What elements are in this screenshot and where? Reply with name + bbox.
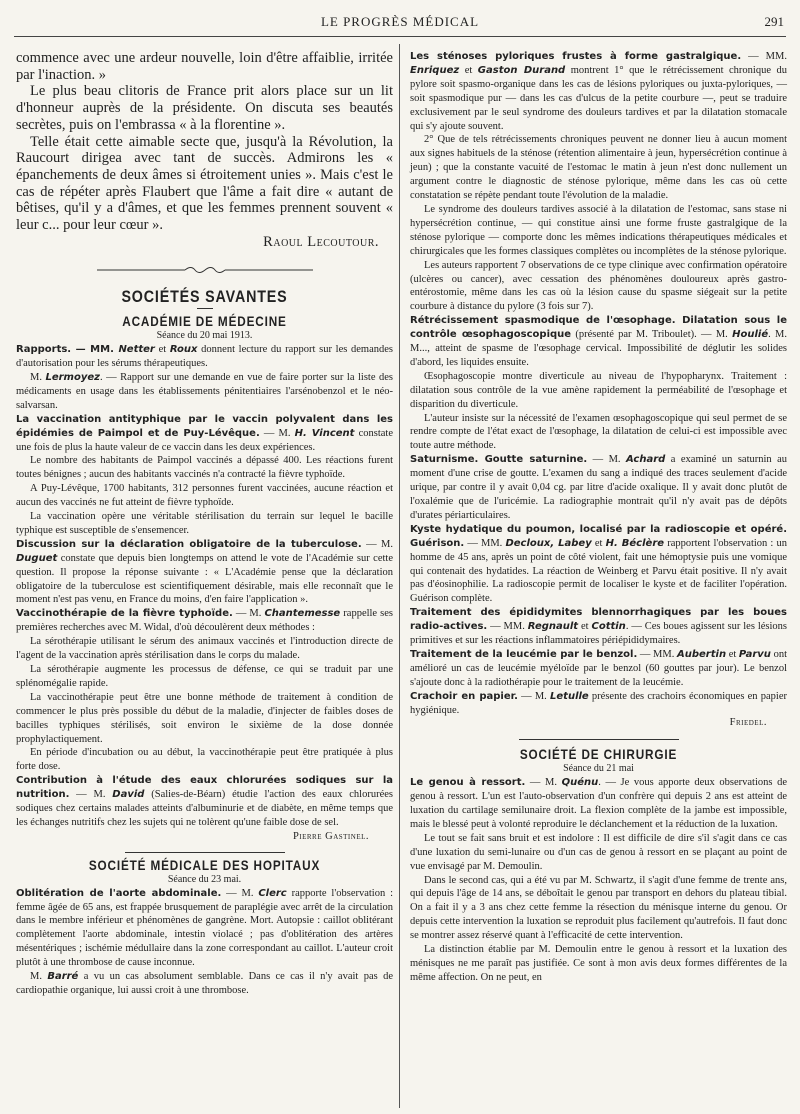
epididymites-entry: Traitement des épididymites blennorrhagiques par les boues radio-actives. — MM. Regnault et Cottin. — Ces boues agissent sur les lésions primitives et sur les réactions inflammatoires périépididymaires. — [410, 607, 787, 647]
academie-signature: Pierre Gastinel. — [292, 830, 369, 842]
paragraph: La vaccinothérapie peut être une bonne méthode de traitement à condition de commencer le plus près possible du début de la maladie, d'injecter de faibles doses de bacilles typhiques stérilisés, soit environ le sixième de la dose donnée prophylactiquement. — [16, 691, 393, 745]
stenoses-entry: Les sténoses pyloriques frustes à forme gastralgique. — MM. Enriquez et Gaston Durand montrent 1° que le rétrécissement chronique du pylore soit spasmo-organique dans les cas de lésions pyloriques ou juxta-pyloriques, — soit spasmodique pur — dans les cas d'ulcus de la petite courbure —, peut se traduire exclusivement par le seul syndrome des douleurs tardives et par la dilatation stomacale qui s'y ajoute souvent. — [410, 51, 787, 132]
genou-entry: Le genou à ressort. — M. Quénu. — Je vous apporte deux observations de genou à ressort. L'un est l'auto-observation d'un confrère qui depuis 2 ans est atteint de luxation du cartilage semilunaire droit. La flexion complète de la jambe est impossible, mais le blessé peut à volonté reproduire le déclanchement et la réduction de la luxation. — [410, 777, 787, 830]
page-number: 291 — [764, 14, 784, 29]
paragraph: La sérothérapie utilisant le sérum des animaux vaccinés et l'introduction directe de l'agent de la vaccination après stérilisation dans le corps du malade. — [16, 636, 393, 662]
paragraph: A Puy-Lévêque, 1700 habitants, 312 personnes furent vaccinées, aucune réaction et aucun des vaccinés ne fut atteint de fièvre typhoïde. — [16, 483, 393, 509]
paragraph: En période d'incubation ou au début, la vaccinothérapie peut être pratiquée à plus forte dose. — [16, 747, 393, 773]
intro-paragraph: commence avec une ardeur nouvelle, loin d'être affaiblie, irritée par l'inaction. » — [16, 50, 393, 83]
eaux-entry: Contribution à l'étude des eaux chlorurées sodiques sur la nutrition. — M. David (Salies-de-Béarn) étudie l'action des eaux chlorurées sodiques chez certains malades atteints d'albuminurie et de diabète, en même temps que les échanges nutritifs chez les sujets qui ne tolèrent qu'une faible dose de sel. — [16, 775, 393, 828]
crachoir-entry: Crachoir en papier. — M. Letulle présente des crachoirs économiques en papier hygiénique. — [410, 690, 787, 716]
paragraph: Œsophagoscopie montre diverticule au niveau de l'hypopharynx. Traitement : dilatation sous contrôle de la vue amène rapidement la perméabilité de l'œsophage et disparition du diverticule. — [410, 370, 787, 410]
vaccinotherapie-entry: Vaccinothérapie de la fièvre typhoïde. — M. Chantemesse rappelle ses premières recherches avec M. Widal, d'où découlèrent deux méthodes : — [16, 608, 393, 634]
hopitaux-title: SOCIÉTÉ MÉDICALE DES HOPITAUX — [88, 856, 321, 873]
section-rule — [125, 852, 285, 853]
typhoid-entry: La vaccination antityphique par le vaccin polyvalent dans les épidémies de Paimpol et de Puy-Lévêque. — M. H. Vincent constate une fois de plus la haute valeur de ce vaccin dans les deux expériences. — [16, 413, 393, 453]
journal-title: LE PROGRÈS MÉDICAL — [320, 14, 480, 29]
right-column — [410, 50, 787, 985]
left-column — [16, 50, 393, 998]
page-header — [14, 10, 786, 37]
academie-date: Séance du 20 mai 1913. — [156, 330, 253, 342]
paragraph: Les auteurs rapportent 7 observations de ce type clinique avec confirmation opératoire (ulcères ou cancer), avec cessation des phénomènes douloureux après gastro-entérostomie, même dans les cas où la lésion cause du spasme siégeait sur la petite courbure à distance du pylore (3 fois sur 7). — [410, 259, 787, 313]
paragraph: Le tout se fait sans bruit et est indolore : Il est difficile de dire s'il s'agit dans ce cas d'une luxation du semi-lunaire ou d'un cas de genou à ressort en se plaçant au point de vue envisagé par M. Demoulin. — [410, 832, 787, 872]
paragraph: La vaccination opère une véritable stérilisation du terrain sur lequel le bacille typhique est susceptible de s'ensemencer. — [16, 511, 393, 536]
paragraph: 2° Que de tels rétrécissements chroniques peuvent ne donner lieu à aucun moment aux signes habituels de la sténose (rétention alimentaire à jeun, hypersécrétion continue à jeun) ; que la constante vacuité de l'estomac le matin à jeun n'est donc nullement un argument contre le diagnostic de sténose pylorique, même dans les cas où cette constatation se répète pendant toute l'évolution de la maladie. — [410, 134, 787, 202]
intro-paragraph: Telle était cette aimable secte que, jusqu'à la Révolution, la Raucourt dirigea avec tant de succès. Admirons les « épanchements de deux âmes si étroitement unies ». Mais c'est le cas de répéter après Flaubert que l'âme a fait dire « autant de bêtises, qu'il y a d'âmes, et que les femmes prennent souvent « leur c... pour leur cœur ». — [16, 133, 393, 234]
hopitaux-signature: Friedel. — [729, 716, 767, 728]
paragraph: Le nombre des habitants de Paimpol vaccinés a dépassé 400. Les réactions furent toutes bénignes ; aucun des habitants vaccinés n'a contracté la fièvre typhoïde. — [16, 455, 393, 481]
title-rule — [197, 308, 213, 309]
tuberculose-entry: Discussion sur la déclaration obligatoire de la tuberculose. — M. Duguet constate que depuis bien longtemps on attend le vote de l'Académie sur cette question. Il propose la réponse suivante : « L'Académie pense que la déclaration obligatoire de la tuberculose est scientifiquement désirable, mais elle reconnaît que le moment n'est pas venu, en France du moins, d'en faire l'application ». — [16, 538, 393, 606]
report-entry: M. Lermoyez. — Rapport sur une demande en vue de faire porter sur la liste des médicaments en usage dans les établissements pénitentiaires l'arsénobenzol et le néo-salvarsan. — [16, 371, 393, 411]
paragraph: Dans le second cas, qui a été vu par M. Schwartz, il s'agit d'une femme de trente ans, qui depuis l'âge de 14 ans, se déboîtait le genou par transport en dehors du plateau tibial. On a fait il y a 3 ans chez cette femme la résection du ménisque interne du genou. Or depuis cette intervention la luxation se reproduit plus facilement qu'autrefois. Il faut donc se montrer assez réservé quant à l'efficacité de cette intervention. — [410, 874, 787, 942]
intro-paragraph: Le plus beau clitoris de France prit alors place sur un lit d'honneur auprès de la présidente. On discuta ses beautés secrètes, puis on l'embrassa « à la florentine ». — [16, 83, 393, 133]
section-ornament — [97, 264, 313, 276]
paragraph: Le syndrome des douleurs tardives associé à la dilatation de l'estomac, sans stase ni hypersécrétion continue, — qui constitue ainsi une forme fruste gastralgique de la sténose pylorique — comporte donc les mêmes indications thérapeutiques médicales et chirurgicales que les formes classiques complètes ou incomplètes de la sténose pylorique. — [410, 203, 787, 257]
chirurgie-date: Séance du 21 mai — [563, 763, 634, 775]
societes-savantes-title: SOCIÉTÉS SAVANTES — [121, 287, 288, 307]
leucemie-entry: Traitement de la leucémie par le benzol. — MM. Aubertin et Parvu ont amélioré un cas de leucémie myéloïde par le benzol (60 gouttes par jour). Le benzol s'ajoute donc à la radiothérapie pour le traitement de la leucémie. — [410, 648, 787, 688]
oesophage-entry: Rétrécissement spasmodique de l'œsophage. Dilatation sous le contrôle œsophagoscopique (présenté par M. Triboulet). — M. Houlié. M. M..., atteint de spasme de l'œsophage cervical. Impossibilité de déglutir les solides d'abord, les liquides ensuite. — [410, 315, 787, 368]
paragraph: L'auteur insiste sur la nécessité de l'examen œsophagoscopique qui seul permet de se rendre compte de l'état exact de l'œsophage, la dilatation de celui-ci est impossible avec toute autre méthode. — [410, 412, 787, 452]
aorte-entry: Oblitération de l'aorte abdominale. — M. Clerc rapporte l'observation : femme âgée de 65 ans, est frappée brusquement de paraplégie avec arrêt de la circulation dans le membre inférieur et phénomènes de gangrène. Mort. Autopsie : caillot oblitérant complètement l'aorte abdominale, intestin violacé ; pas d'oblitération des artères mésentériques ; ischémie médullaire dans la zone correspondant au caillot. L'auteur croit plutôt à une thrombose de cause inconnue. — [16, 887, 393, 969]
saturnisme-entry: Saturnisme. Goutte saturnine. — M. Achard a examiné un saturnin au moment d'une crise de goutte. L'examen du sang a indiqué des traces seulement d'acide urique, par contre il y avait 0,04 cg. par litre d'acide oxalique. Il y avait donc plutôt de l'oxalémie que de l'uricémie. La radiographie montrait qu'il n'y avait pas de dépôts d'urates périarticulaires. — [410, 454, 788, 521]
paragraph: La distinction établie par M. Demoulin entre le genou à ressort et la luxation des ménisques ne me paraît pas justifiée. Ce sont à mon avis deux formes différentes de la même affection. On ne peut, en — [410, 944, 787, 983]
column-divider — [399, 44, 400, 1108]
section-rule — [519, 739, 679, 740]
hopitaux-date: Séance du 23 mai. — [167, 873, 242, 885]
report-entry: Rapports. — MM. Netter et Roux donnent lecture du rapport sur les demandes d'autorisation pour les sérums thérapeutiques. — [16, 344, 393, 370]
chirurgie-title: SOCIÉTÉ DE CHIRURGIE — [519, 746, 678, 763]
barre-entry: M. Barré a vu un cas absolument semblable. Dans ce cas il n'y avait pas de cardiopathie organique, lui aussi croit à une thrombose. — [16, 971, 393, 996]
paragraph: La sérothérapie augmente les processus de défense, ce qui se traduit par une splénomégalie rapide. — [16, 664, 393, 689]
intro-signature: Raoul Lecoutour. — [263, 233, 379, 250]
kyste-entry: Kyste hydatique du poumon, localisé par la radioscopie et opéré. Guérison. — MM. Decloux, Labey et H. Béclère rapportent l'observation : un homme de 45 ans, après un point de côté violent, fait une hémoptysie puis une vomique qui contenait des hydatides. La réaction de Weinberg et Parvu était positive. Il n'y avait pas d'éosinophilie. La radioscopie permit de localiser le kyste et de faciliter l'opération. Guérison complète. — [410, 523, 787, 605]
academie-title: ACADÉMIE DE MÉDECINE — [122, 313, 287, 330]
